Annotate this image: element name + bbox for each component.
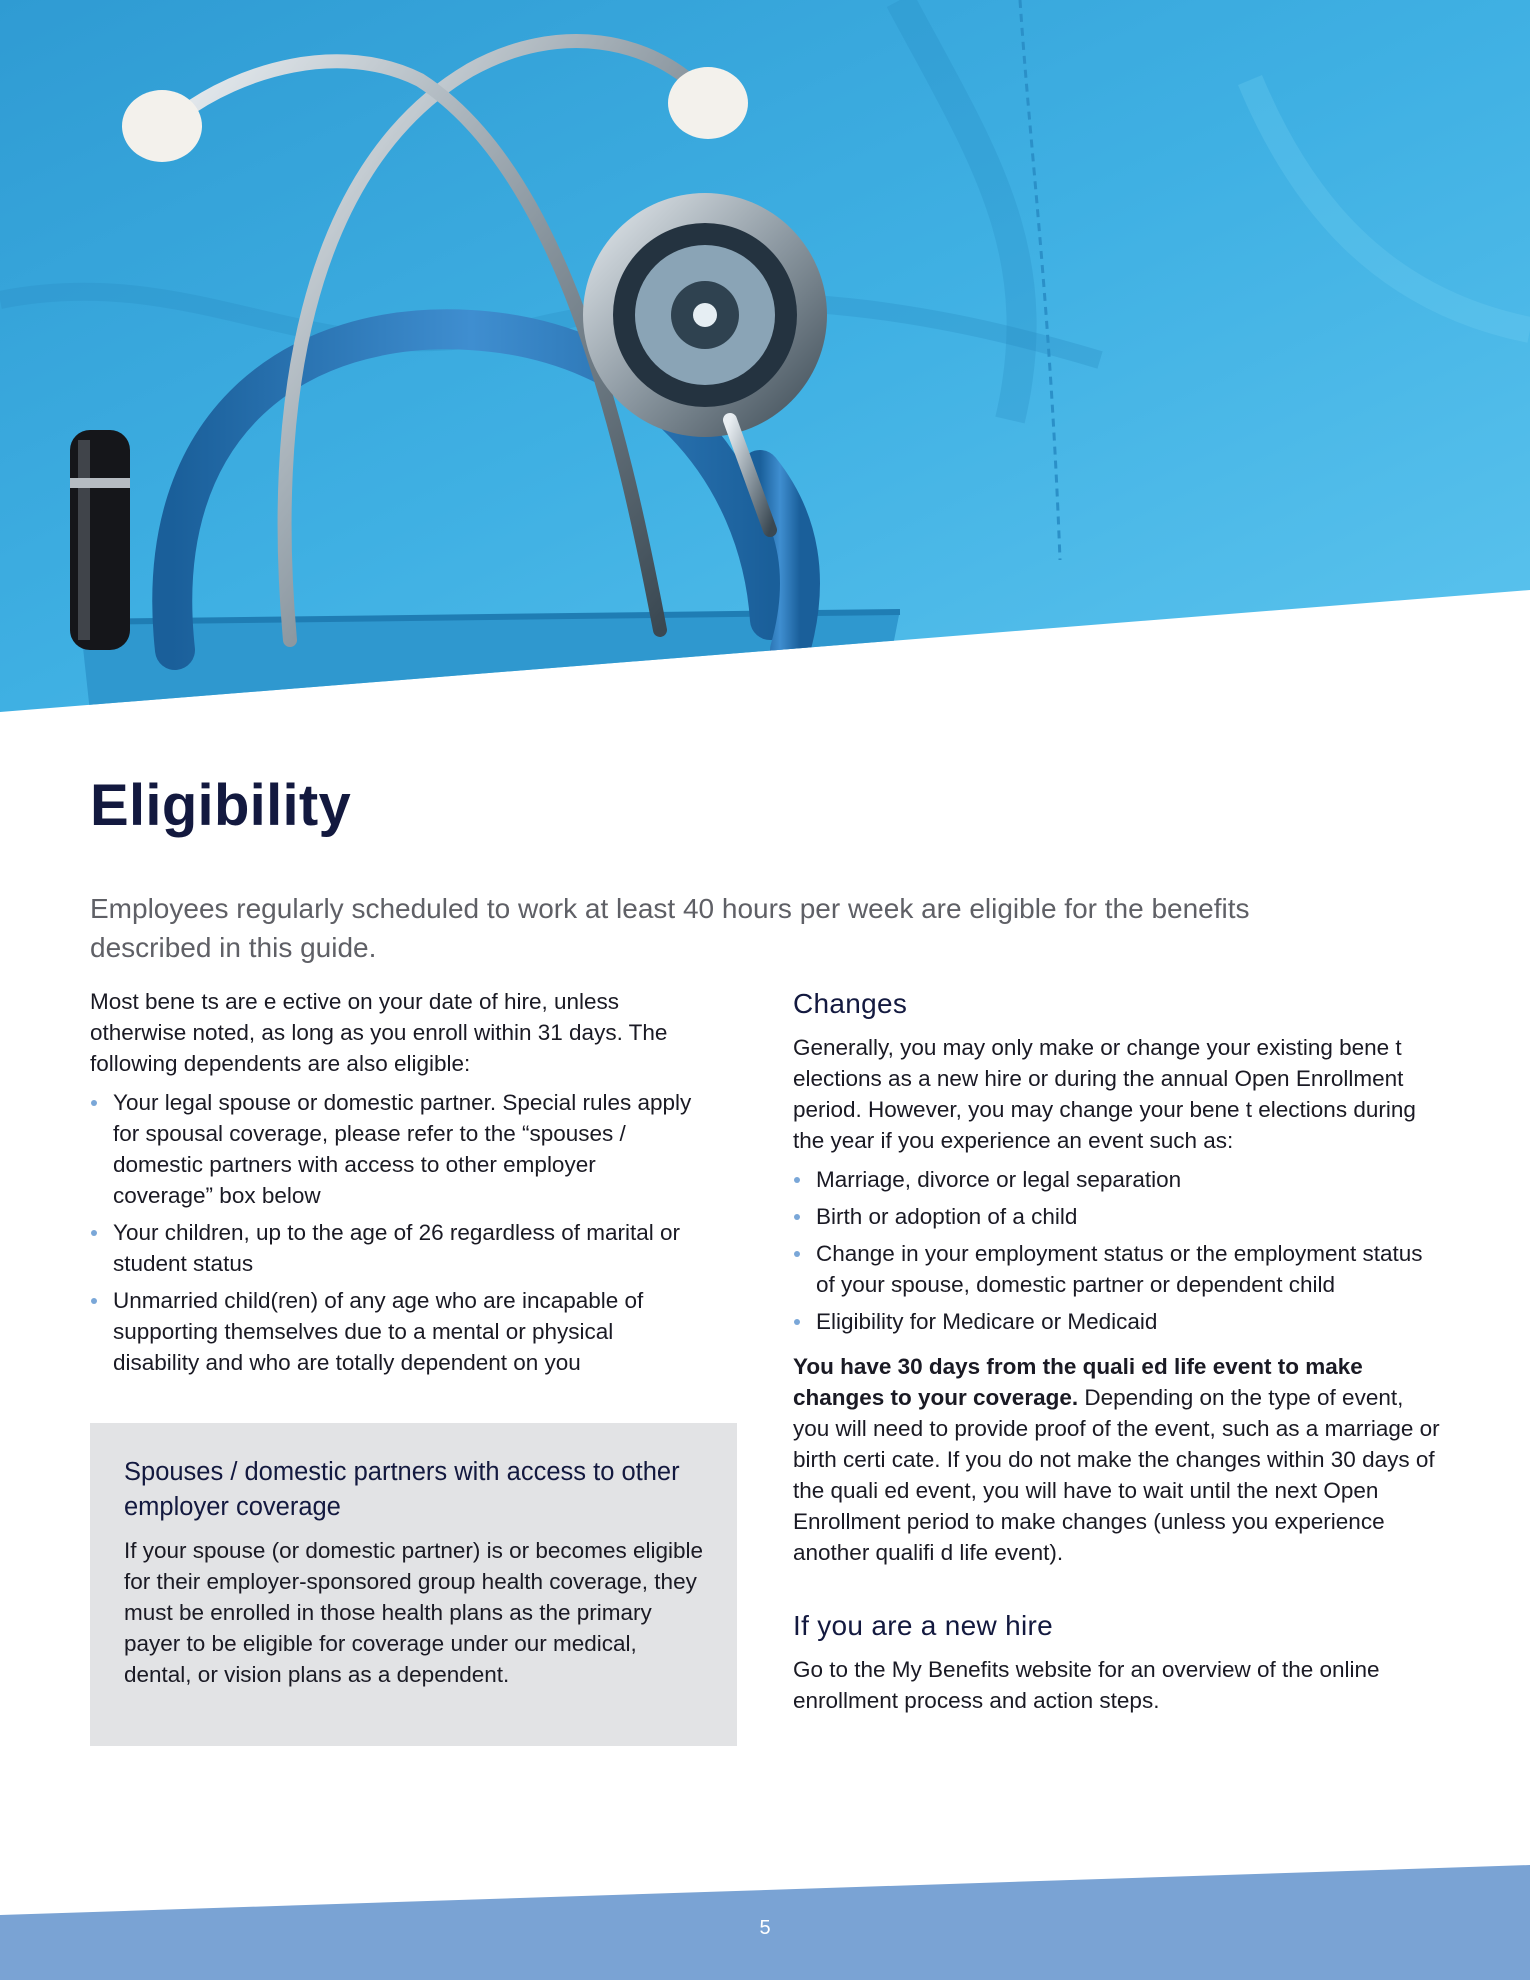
list-item: [793, 1238, 1443, 1300]
list-item: [793, 1306, 1443, 1337]
list-item-text: Change in your employment status or the employment status of your spouse, domestic partner or dependent child: [816, 1241, 1423, 1297]
list-item-text: Your children, up to the age of 26 regardless of marital or student status: [113, 1220, 681, 1276]
deadline-text: Depending on the type of event, you will need to provide proof of the event, such as a marriage or birth certi cate. If you do not make the changes within 30 days of the quali ed event, you will have to wait until the next Open Enrollment period to make changes (unless you experience another qualifi d life event).: [793, 1385, 1440, 1565]
right-column: [793, 986, 1443, 1716]
eligibility-paragraph: Most bene ts are e ective on your date of hire, unless otherwise noted, as long as you enroll within 31 days. The following dependents are also eligible:: [90, 989, 668, 1076]
list-item: [90, 1087, 700, 1211]
intro-text: Employees regularly scheduled to work at least 40 hours per week are eligible for the benefits described in this guide.: [90, 893, 1250, 963]
bullet-icon: [794, 1214, 800, 1220]
dependents-list: [90, 1087, 700, 1378]
list-item-text: Birth or adoption of a child: [816, 1204, 1078, 1229]
list-item-text: Marriage, divorce or legal separation: [816, 1167, 1182, 1192]
callout-text: If your spouse (or domestic partner) is or becomes eligible for their employer-sponsored group health coverage, they must be enrolled in those health plans as the primary payer to be eligible for coverage under our medical, dental, or vision plans as a dependent.: [124, 1538, 704, 1687]
bullet-icon: [794, 1177, 800, 1183]
list-item-text: Eligibility for Medicare or Medicaid: [816, 1309, 1158, 1334]
stethoscope-image: [0, 0, 1530, 712]
bullet-icon: [794, 1319, 800, 1325]
deadline-bold-text: You have 30 days from the quali ed life event to make changes to your coverage.: [793, 1354, 1363, 1410]
bullet-icon: [91, 1298, 97, 1304]
page-title: Eligibility: [90, 773, 352, 838]
bullet-icon: [91, 1230, 97, 1236]
hero-photo: [0, 0, 1530, 712]
deadline-paragraph: [793, 1351, 1443, 1568]
page-number: 5: [759, 1917, 771, 1939]
bullet-icon: [794, 1251, 800, 1257]
changes-paragraph: Generally, you may only make or change your existing bene t elections as a new hire or during the annual Open Enrollment period. However, you may change your bene t elections during the year if you experience an event such as:: [793, 1035, 1416, 1153]
list-item: [90, 1217, 700, 1279]
spousal-coverage-callout: [90, 1423, 737, 1746]
callout-heading: Spouses / domestic partners with access to other employer coverage: [124, 1458, 680, 1521]
left-column: [90, 986, 700, 1384]
list-item: [793, 1201, 1443, 1232]
qualifying-events-list: [793, 1164, 1443, 1337]
bullet-icon: [91, 1100, 97, 1106]
list-item-text: Unmarried child(ren) of any age who are incapable of supporting themselves due to a mental or physical disability and who are totally dependent on you: [113, 1288, 644, 1375]
changes-heading: Changes: [793, 988, 908, 1019]
new-hire-text: Go to the My Benefits website for an overview of the online enrollment process and action steps.: [793, 1657, 1380, 1713]
new-hire-heading: If you are a new hire: [793, 1610, 1053, 1641]
list-item-text: Your legal spouse or domestic partner. Special rules apply for spousal coverage, please refer to the “spouses / domestic partners with access to other employer coverage” box below: [113, 1090, 692, 1208]
list-item: [793, 1164, 1443, 1195]
list-item: [90, 1285, 700, 1378]
